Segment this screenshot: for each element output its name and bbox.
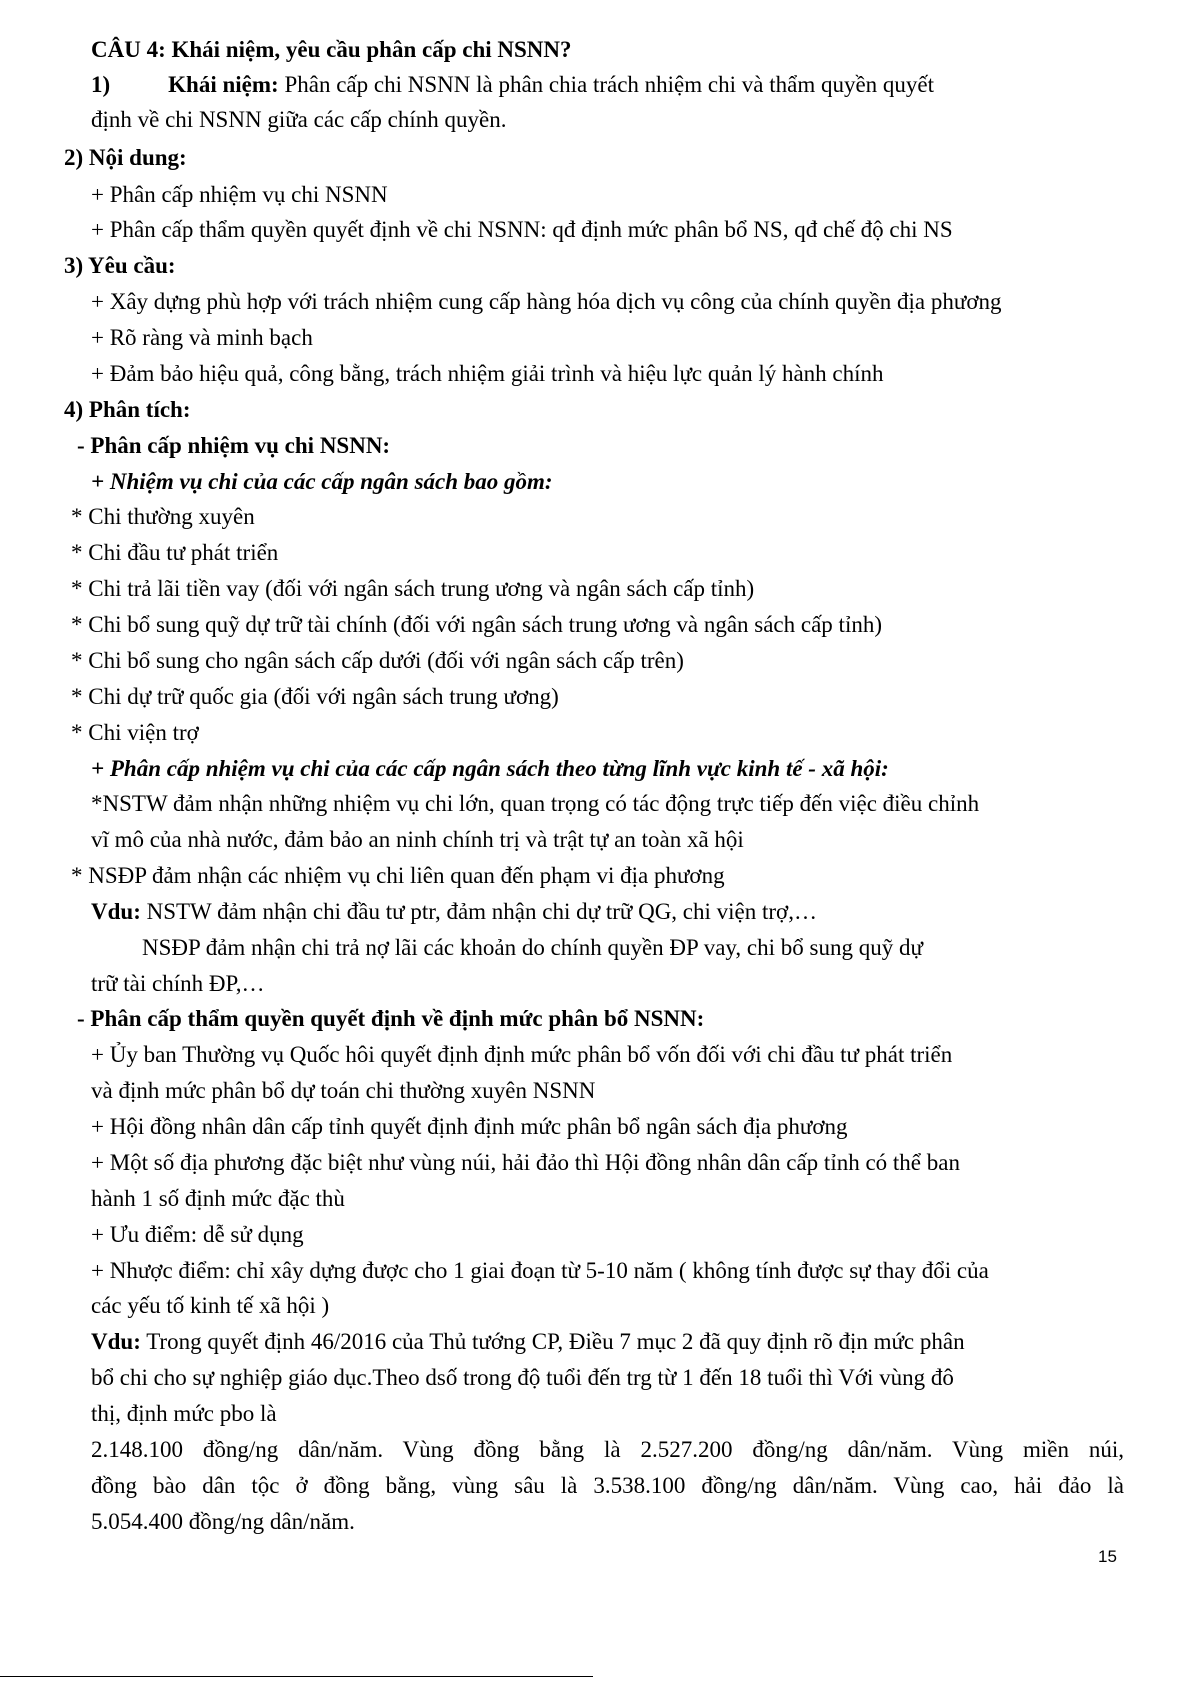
disadvantage-item: + Nhược điểm: chỉ xây dựng được cho 1 giai đoạn từ 5-10 năm ( không tính được sự thay đổi của — [91, 1258, 989, 1283]
definition-text: Phân cấp chi NSNN là phân chia trách nhiệm chi và thẩm quyền quyết — [278, 72, 935, 97]
requirement-item: + Rõ ràng và minh bạch — [91, 325, 313, 350]
requirement-item: + Đảm bảo hiệu quả, công bằng, trách nhiệm giải trình và hiệu lực quản lý hành chính — [91, 361, 884, 386]
list-item: * Chi viện trợ — [71, 720, 199, 745]
nstw-line: *NSTW đảm nhận những nhiệm vụ chi lớn, quan trọng có tác động trực tiếp đến việc điều chỉnh — [91, 791, 980, 816]
list-item: * Chi trả lãi tiền vay (đối với ngân sách trung ương và ngân sách cấp tỉnh) — [71, 576, 755, 601]
list-item: * Chi dự trữ quốc gia (đối với ngân sách trung ương) — [71, 684, 559, 709]
nstw-continuation: vĩ mô của nhà nước, đảm bảo an ninh chính trị và trật tự an toàn xã hội — [91, 827, 744, 852]
content-heading: 2) Nội dung: — [64, 145, 187, 170]
definition-label: Khái niệm: — [168, 72, 279, 97]
authority-item-continuation: và định mức phân bổ dự toán chi thường xuyên NSNN — [91, 1078, 596, 1103]
decision-example-line-5: đồng bào dân tộc ở đồng bằng, vùng sâu là 3.538.100 đồng/ng dân/năm. Vùng cao, hải đảo là — [91, 1473, 1124, 1498]
example-line-2: NSĐP đảm nhận chi trả nợ lãi các khoản do chính quyền ĐP vay, chi bổ sung quỹ dự — [142, 935, 923, 960]
decision-example-line-2: bổ chi cho sự nghiệp giáo dục.Theo dsố trong độ tuổi đến trg từ 1 đến 18 tuổi thì Với vùng đô — [91, 1365, 954, 1390]
authority-item: + Hội đồng nhân dân cấp tỉnh quyết định định mức phân bổ ngân sách địa phương — [91, 1114, 848, 1139]
advantage-item: + Ưu điểm: dễ sử dụng — [91, 1222, 304, 1247]
decision-example-line-6: 5.054.400 đồng/ng dân/năm. — [91, 1509, 355, 1534]
decision-example-label: Vdu: — [91, 1329, 141, 1354]
nsdp-line: * NSĐP đảm nhận các nhiệm vụ chi liên quan đến phạm vi địa phương — [71, 863, 725, 888]
question-heading: CÂU 4: Khái niệm, yêu cầu phân cấp chi NSNN? — [91, 37, 572, 62]
list-item: * Chi thường xuyên — [71, 504, 255, 529]
decision-example-line-4: 2.148.100 đồng/ng dân/năm. Vùng đồng bằng là 2.527.200 đồng/ng dân/năm. Vùng miền núi, — [91, 1437, 1124, 1462]
requirements-heading: 3) Yêu cầu: — [64, 253, 176, 278]
footer-rule — [0, 1676, 593, 1677]
definition-number: 1) — [91, 72, 111, 97]
sector-subheading: + Phân cấp nhiệm vụ chi của các cấp ngân sách theo từng lĩnh vực kinh tế - xã hội: — [91, 756, 889, 781]
decision-example-text: Trong quyết định 46/2016 của Thủ tướng CP, Điều 7 mục 2 đã quy định rõ địn mức phân — [140, 1329, 965, 1354]
decision-example-line — [91, 1327, 965, 1357]
example-line-2-continuation: trữ tài chính ĐP,… — [91, 971, 265, 996]
example-line — [91, 897, 817, 927]
list-item: * Chi đầu tư phát triển — [71, 540, 279, 565]
example-label: Vdu: — [91, 899, 141, 924]
definition-continuation: định về chi NSNN giữa các cấp chính quyền. — [91, 107, 507, 132]
content-item: + Phân cấp nhiệm vụ chi NSNN — [91, 182, 388, 207]
authority-item: + Một số địa phương đặc biệt như vùng núi, hải đảo thì Hội đồng nhân dân cấp tỉnh có thể ban — [91, 1150, 960, 1175]
analysis-heading: 4) Phân tích: — [64, 397, 191, 422]
list-item: * Chi bổ sung cho ngân sách cấp dưới (đối với ngân sách cấp trên) — [71, 648, 684, 673]
authority-item: + Ủy ban Thường vụ Quốc hôi quyết định định mức phân bổ vốn đối với chi đầu tư phát triển — [91, 1042, 953, 1067]
authority-item-continuation: hành 1 số định mức đặc thù — [91, 1186, 345, 1211]
requirement-item: + Xây dựng phù hợp với trách nhiệm cung cấp hàng hóa dịch vụ công của chính quyền địa phương — [91, 289, 1002, 314]
content-item: + Phân cấp thẩm quyền quyết định về chi NSNN: qđ định mức phân bổ NS, qđ chế độ chi NS — [91, 217, 953, 242]
list-item: * Chi bổ sung quỹ dự trữ tài chính (đối với ngân sách trung ương và ngân sách cấp tỉnh) — [71, 612, 882, 637]
spending-duty-subheading: + Nhiệm vụ chi của các cấp ngân sách bao gồm: — [91, 469, 553, 494]
disadvantage-continuation: các yếu tố kinh tế xã hội ) — [91, 1293, 330, 1318]
allocation-authority-heading: - Phân cấp thẩm quyền quyết định về định mức phân bổ NSNN: — [77, 1006, 705, 1031]
definition-line — [91, 70, 934, 100]
example-text: NSTW đảm nhận chi đầu tư ptr, đảm nhận chi dự trữ QG, chi viện trợ,… — [140, 899, 817, 924]
page-number: 15 — [1098, 1547, 1117, 1566]
spending-duty-heading: - Phân cấp nhiệm vụ chi NSNN: — [77, 433, 391, 458]
decision-example-line-3: thị, định mức pbo là — [91, 1401, 277, 1426]
